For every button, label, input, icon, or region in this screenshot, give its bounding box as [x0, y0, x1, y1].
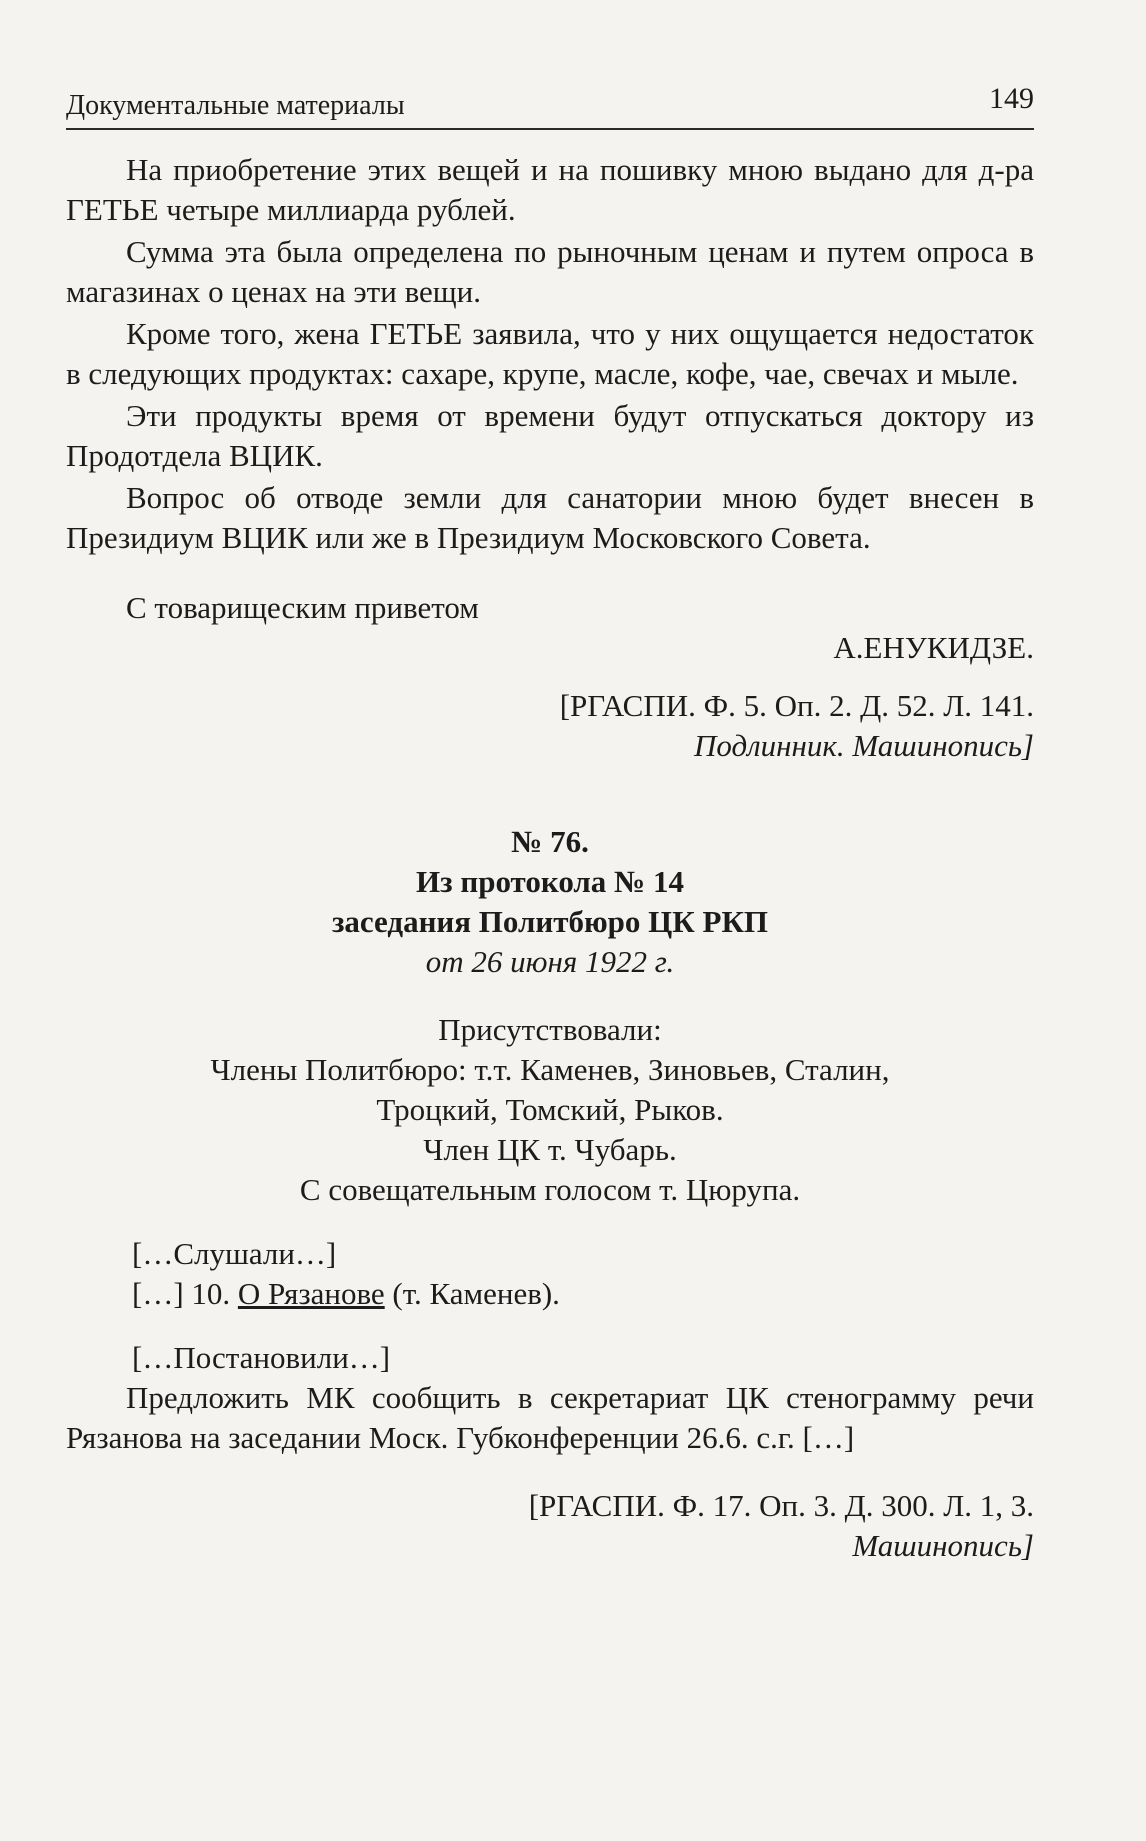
decision-text: Предложить МК сообщить в секретариат ЦК стенограмму речи Рязанова на заседании Моск. Губконференции 26.6. с.г. […] [66, 1380, 1034, 1455]
document-subtitle: заседания Политбюро ЦК РКП [331, 904, 769, 939]
page-number: 149 [989, 82, 1034, 115]
attendance-members: Члены Политбюро: т.т. Каменев, Зиновьев, Сталин, [210, 1052, 890, 1087]
running-header [66, 82, 1034, 122]
attendance-advisory: С совещательным голосом т. Цюрупа. [299, 1172, 801, 1207]
resolved-section: […Постановили…] [132, 1340, 391, 1375]
page-body [66, 150, 1034, 1566]
heard-section: […Слушали…] [132, 1236, 337, 1271]
archive-note-2: Машинопись] [852, 1528, 1034, 1563]
agenda-item-number: […] 10. [132, 1276, 231, 1311]
agenda-item [132, 1274, 1034, 1314]
letter-paragraph: Вопрос об отводе земли для санатории мною будет внесен в Президиум ВЦИК или же в Президиум Московского Совета. [66, 480, 1034, 555]
attendance-cc-member: Член ЦК т. Чубарь. [423, 1132, 677, 1167]
letter-paragraph: Кроме того, жена ГЕТЬЕ заявила, что у них ощущается недостаток в следующих продуктах: сахаре, крупе, масле, кофе, чае, свечах и мыле. [66, 316, 1034, 391]
attendance-heading: Присутствовали: [438, 1012, 662, 1047]
header-rule [66, 128, 1034, 130]
letter-signature: А.ЕНУКИДЗЕ. [833, 630, 1034, 665]
letter-paragraph: Сумма эта была определена по рыночным ценам и путем опроса в магазинах о ценах на эти вещи. [66, 234, 1034, 309]
letter-paragraph: На приобретение этих вещей и на пошивку мною выдано для д-ра ГЕТЬЕ четыре миллиарда рублей. [66, 152, 1034, 227]
agenda-item-speaker: (т. Каменев). [392, 1276, 560, 1311]
archive-reference-2: [РГАСПИ. Ф. 17. Оп. 3. Д. 300. Л. 1, 3. [528, 1488, 1034, 1523]
archive-note: Подлинник. Машинопись] [693, 728, 1034, 763]
attendance-members-cont: Троцкий, Томский, Рыков. [376, 1092, 724, 1127]
letter-paragraph: Эти продукты время от времени будут отпускаться доктору из Продотдела ВЦИК. [66, 398, 1034, 473]
letter-closing: С товарищеским приветом [126, 590, 479, 625]
header-title: Документальные материалы [66, 90, 405, 121]
agenda-item-subject: О Рязанове [237, 1276, 385, 1311]
document-title: Из протокола № 14 [416, 864, 684, 899]
document-date: от 26 июня 1922 г. [425, 944, 675, 979]
document-number: № 76. [511, 824, 589, 859]
archive-reference: [РГАСПИ. Ф. 5. Оп. 2. Д. 52. Л. 141. [559, 688, 1034, 723]
